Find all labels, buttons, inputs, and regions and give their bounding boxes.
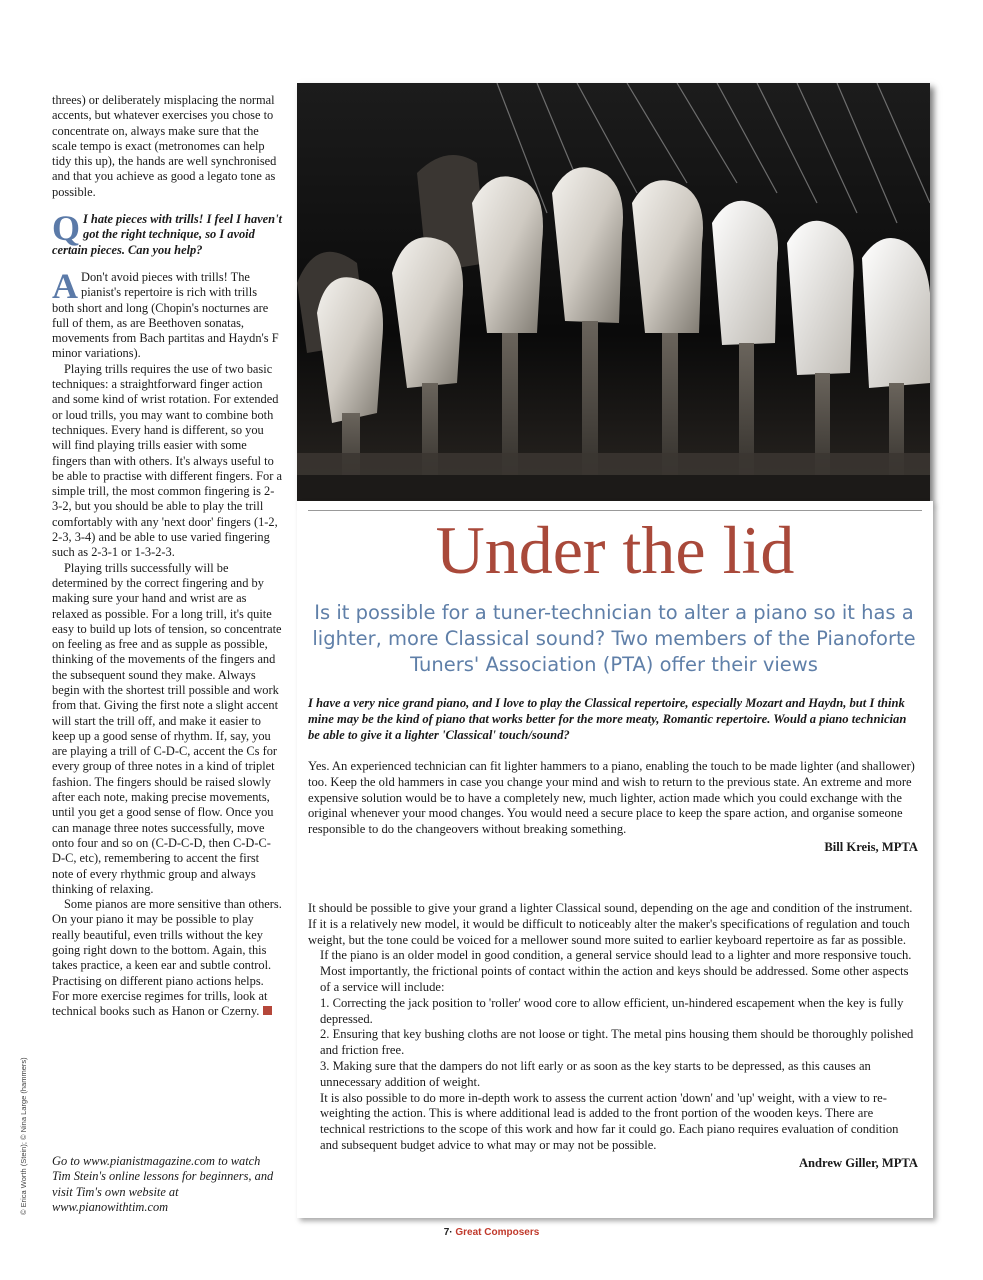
answer-andrew-giller — [308, 901, 918, 1172]
paragraph: If the piano is an older model in good condition, a general service should lead to a lighter and more responsive touch. Most importantly, the frictional points of contact within the action and keys should be addressed. Some other aspects of a service will include: — [320, 948, 912, 994]
magazine-name: Great Composers — [455, 1227, 540, 1238]
dropcap-q: Q — [52, 208, 81, 249]
feature-title: Under the lid — [435, 512, 795, 588]
signature: Andrew Giller, MPTA — [798, 1155, 918, 1170]
page-footer — [0, 1227, 983, 1238]
answer-bill-kreis — [308, 759, 918, 856]
dropcap-a: A — [52, 265, 78, 306]
page-number: 7 — [443, 1227, 450, 1238]
list-item: 1. Correcting the jack position to 'roller' wood core to allow efficient, un-hindered escapement when the key is fully depressed. — [320, 995, 904, 1026]
trill-question — [52, 208, 282, 258]
paragraph-text: Some pianos are more sensitive than others. On your piano it may be possible to play really beautiful, even trills without the key going right down to the bottom. Again, this takes practice, a keen ear and subtle control. Practising on different piano actions helps. For more exercise regimes for trills, look at technical books such as Hanon or Czerny. — [52, 897, 282, 1019]
paragraph: threes) or deliberately misplacing the normal accents, but whatever exercises you chose to concentrate on, always make sure that the scale tempo is exact (metronomes can help tidy this up), the hands are well synchronised and that you achieve as good a legato tone as possible. — [52, 93, 277, 199]
end-mark-icon — [263, 1006, 272, 1015]
left-column — [52, 93, 282, 1020]
reader-question: I have a very nice grand piano, and I love to play the Classical repertoire, especially Mozart and Haydn, but I think mine may be the kind of piano that works better for the more meaty, Romantic repertoire. Would a piano technician be able to give it a lighter 'Classical' touch/sound? — [308, 696, 907, 742]
standfirst: Is it possible for a tuner-technician to alter a piano so it has a lighter, more Classical sound? Two members of the Pianoforte Tuners' Association (PTA) offer their views — [312, 601, 916, 676]
trill-answer — [52, 265, 282, 362]
piano-hammers-photo — [297, 83, 930, 501]
web-links-note: Go to www.pianistmagazine.com to watch Tim Stein's online lessons for beginners, and visit Tim's own website at www.pianowithtim.com — [52, 1154, 274, 1215]
signature: Bill Kreis, MPTA — [824, 839, 918, 854]
paragraph: Playing trills requires the use of two basic techniques: a straightforward finger action and some kind of wrist rotation. For extended or loud trills, you may want to combine both techniques. Every hand is different, so you will find playing trills easier with some fingers than with others. It's always useful to be able to practise with different fingers. For a simple trill, the most common fingering is 2-3-2, but you should be able to play the trill comfortably with any 'next door' fingers (1-2, 2-3, 3-4) and be able to use varied fingering such as 2-3-1 or 1-3-2-3. — [52, 361, 282, 560]
list-item: 2. Ensuring that key bushing cloths are not loose or tight. The metal pins housing them should be thoroughly polished and friction free. — [320, 1027, 914, 1058]
question-text: I hate pieces with trills! I feel I haven't got the right technique, so I avoid certain pieces. Can you help? — [52, 212, 282, 257]
paragraph: It is also possible to do more in-depth work to assess the current action 'down' and 'up' weight, with a view to re-weighting the action. This is where additional lead is added to the front portion of the wooden keys. There are technical restrictions to the scope of this work and how far it could go. Each piano requires evaluation of condition and subsequent budget advice to what may or may not be possible. — [320, 1090, 899, 1152]
answer-text: Don't avoid pieces with trills! The pianist's repertoire is rich with trills both short and long (Chopin's nocturnes are full of them, as are Beethoven sonatas, movements from Bach partitas and Haydn's F minor variations). — [52, 269, 279, 361]
footer-separator: · — [449, 1227, 453, 1238]
photo-credit: © Erica Worth (Stein); © Nina Large (hammers) — [19, 1057, 28, 1215]
paragraph — [52, 897, 282, 1019]
paragraph: It should be possible to give your grand a lighter Classical sound, depending on the age and condition of the instrument. If it is a relatively new model, it would be difficult to noticeably alter the maker's specifications of regulation and touch weight, but the tone could be voiced for a mellower sound more suited to earlier keyboard repertoire as far as possible. — [308, 901, 913, 947]
hammers-illustration — [297, 83, 930, 501]
answer-text: Yes. An experienced technician can fit lighter hammers to a piano, enabling the touch to be made lighter (and shallower) too. Keep the old hammers in case you change your mind and wish to return to the previous state. An extreme and more expensive solution would be to have a completely new, much lighter, action made which you could exchange with the original whenever your mood changes. You would need a secure place to keep the spare action, and organise someone responsible to do the changeovers without breaking something. — [308, 759, 915, 837]
paragraph: Playing trills successfully will be determined by the correct fingering and by making sure your hand and wrist are as relaxed as possible. For a long trill, it's quite easy to build up lots of tension, so concentrate on feeling as free and as supple as possible, thinking of the movements of the fingers and the subsequent sound they make. Always begin with the shortest trill possible and work from that. Giving the first note a slight accent will start the trill off, and make it easier to keep up a good sense of rhythm. If, say, you are playing a trill of C-D-C, accent the Cs for every group of three notes in a kind of triplet fashion. The fingers should be raised slowly after each note, making precise movements, until you get a good sense of flow. Once you can manage three notes successfully, move onto four and so on (C-D-C-D, then C-D-C-D-C, etc), remembering to accent the first note of every rhythmic group and always thinking of relaxing. — [52, 560, 282, 896]
list-item: 3. Making sure that the dampers do not lift early or as soon as the key starts to be depressed, as this causes an unnecessary addition of weight. — [320, 1058, 871, 1089]
